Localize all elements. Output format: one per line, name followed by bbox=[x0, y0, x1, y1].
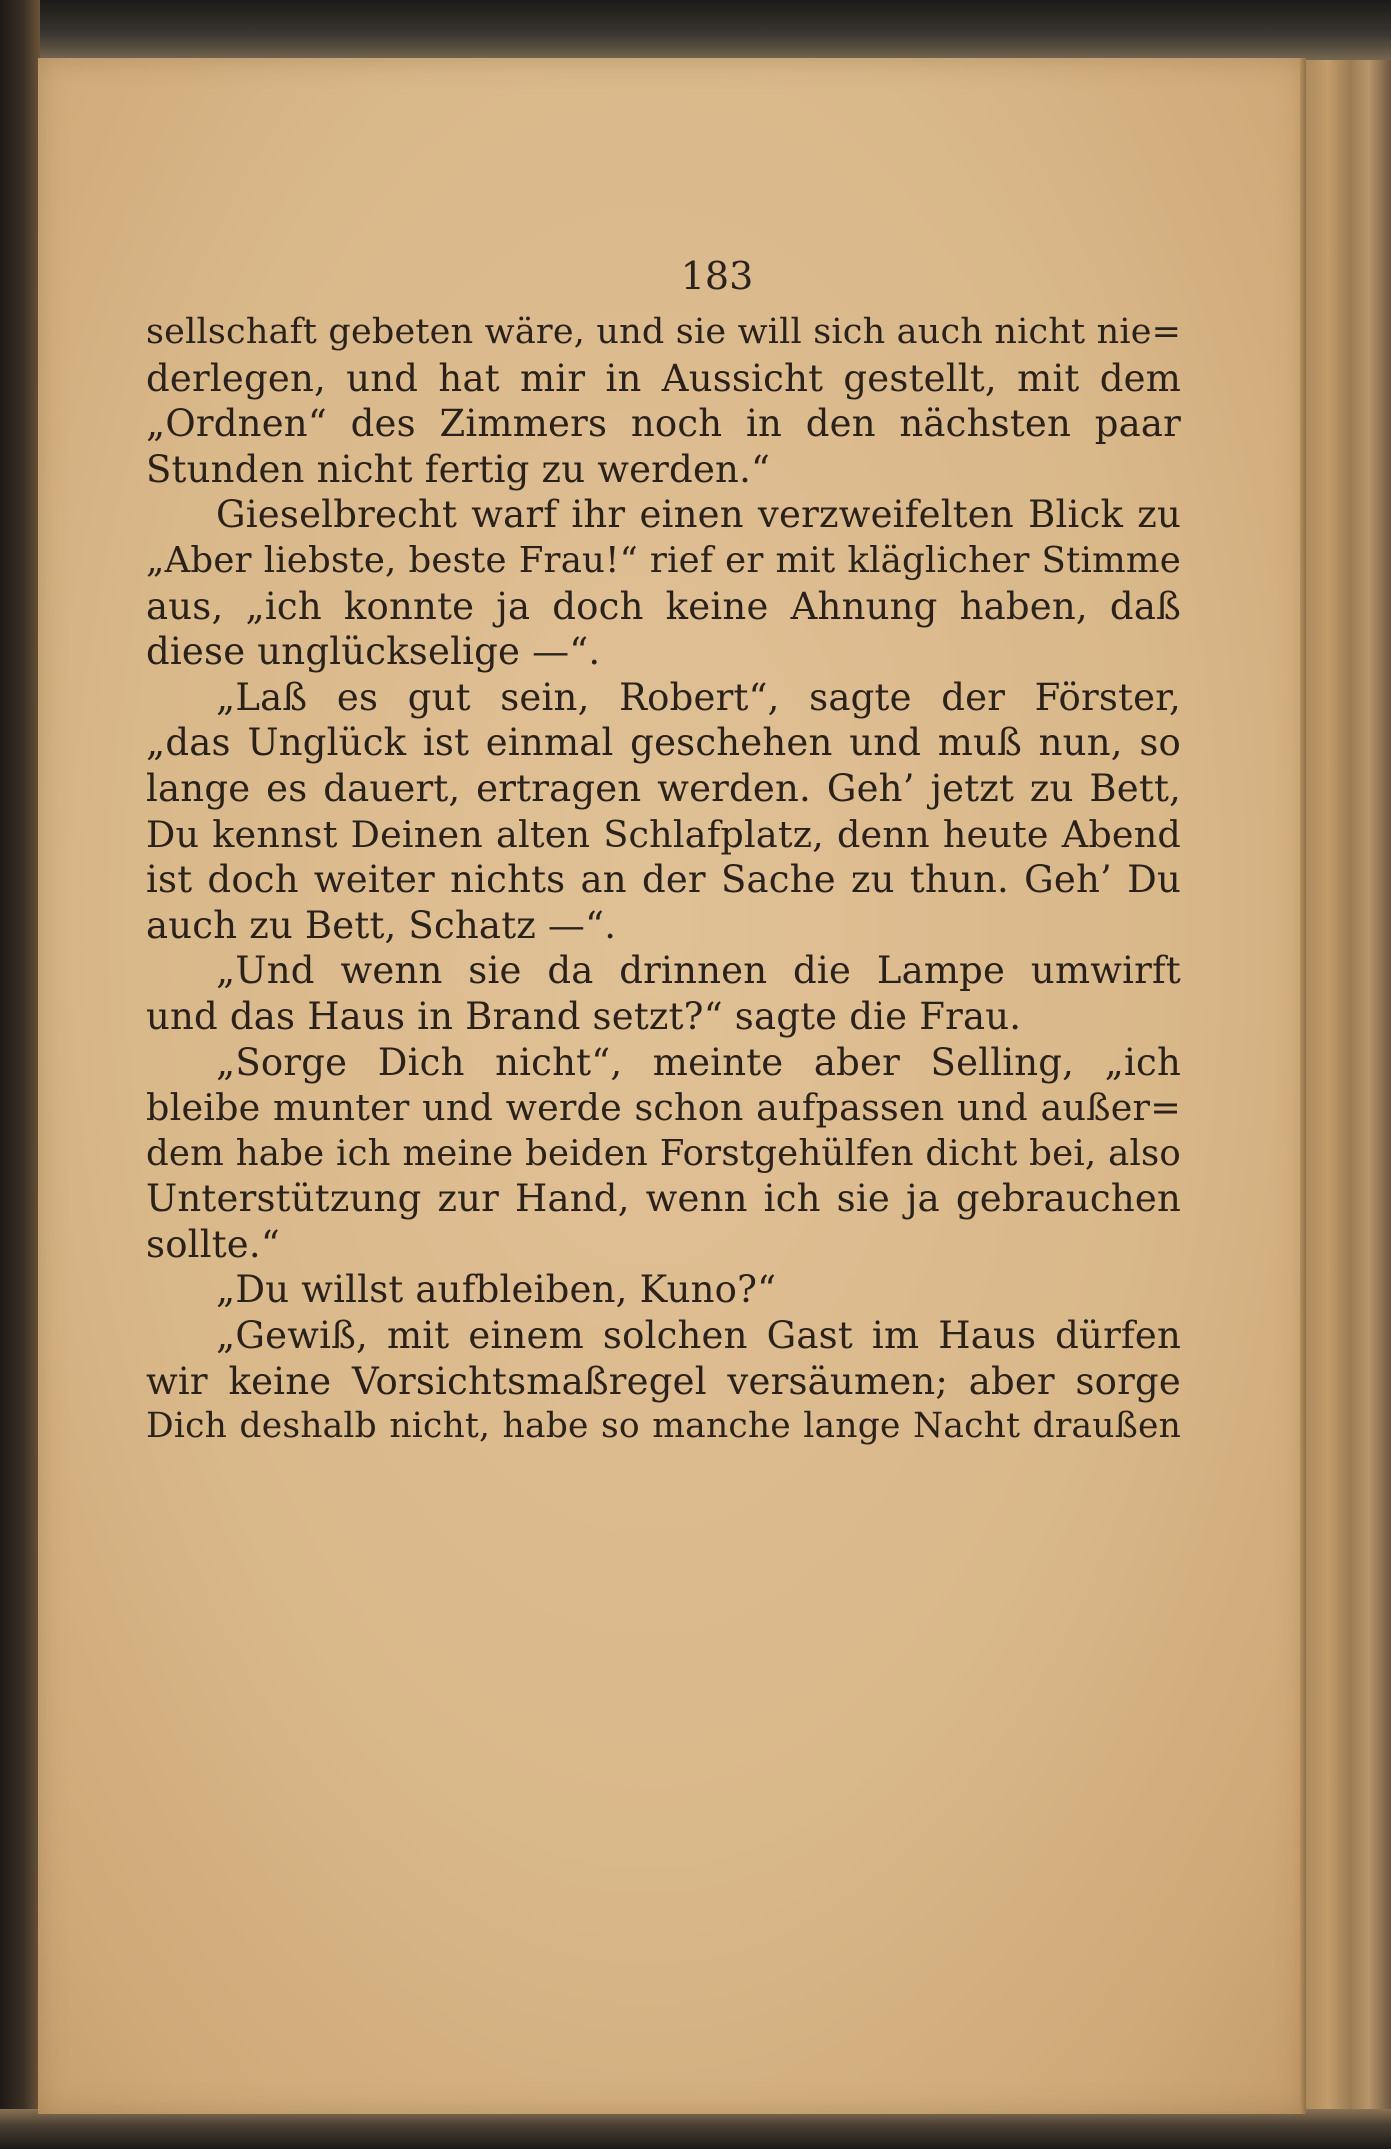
page-edge bbox=[1300, 58, 1306, 2114]
text-line: ist doch weiter nichts an der Sache zu thun. Geh’ Du bbox=[146, 858, 1181, 902]
text-line: „Ordnen“ des Zimmers noch in den nächsten paar bbox=[146, 402, 1181, 446]
text-line: „Gewiß, mit einem solchen Gast im Haus dürfen bbox=[216, 1314, 1181, 1358]
text-line: „Du willst aufbleiben, Kuno?“ bbox=[216, 1268, 777, 1312]
text-line: sellschaft gebeten wäre, und sie will sich auch nicht nie= bbox=[146, 312, 1182, 352]
text-line: Unterstützung zur Hand, wenn ich sie ja gebrauchen bbox=[146, 1177, 1181, 1221]
text-line: bleibe munter und werde schon aufpassen und außer= bbox=[146, 1086, 1181, 1130]
book-bottom-edge bbox=[0, 2109, 1391, 2149]
text-line: wir keine Vorsichtsmaßregel versäumen; aber sorge bbox=[146, 1359, 1181, 1403]
text-line: „Und wenn sie da drinnen die Lampe umwirft bbox=[216, 949, 1181, 993]
page-stack-edge bbox=[1301, 60, 1391, 2120]
book-spine bbox=[0, 0, 40, 2149]
text-line: diese unglückselige —“. bbox=[146, 630, 601, 674]
text-line: auch zu Bett, Schatz —“. bbox=[146, 903, 617, 947]
text-line: „das Unglück ist einmal geschehen und muß nun, so bbox=[146, 721, 1181, 765]
page-number: 183 bbox=[680, 254, 754, 298]
text-line: Du kennst Deinen alten Schlafplatz, denn heute Abend bbox=[146, 812, 1181, 856]
text-line: „Laß es gut sein, Robert“, sagte der Förster, bbox=[216, 675, 1181, 719]
text-line: lange es dauert, ertragen werden. Geh’ jetzt zu Bett, bbox=[146, 766, 1181, 810]
text-line: Stunden nicht fertig zu werden.“ bbox=[146, 447, 771, 491]
text-line: sollte.“ bbox=[146, 1222, 280, 1266]
text-line: aus, „ich konnte ja doch keine Ahnung haben, daß bbox=[146, 584, 1181, 628]
text-line: Dich deshalb nicht, habe so manche lange Nacht draußen bbox=[146, 1406, 1181, 1447]
book-top-edge bbox=[0, 0, 1391, 62]
text-line: dem habe ich meine beiden Forstgehülfen dicht bei, also bbox=[146, 1132, 1181, 1174]
body-text bbox=[146, 310, 1181, 1450]
text-line: „Aber liebste, beste Frau!“ rief er mit kläglicher Stimme bbox=[146, 539, 1181, 581]
text-line: und das Haus in Brand setzt?“ sagte die Frau. bbox=[146, 994, 1022, 1038]
text-line: derlegen, und hat mir in Aussicht gestellt, mit dem bbox=[146, 356, 1181, 400]
book-page bbox=[38, 58, 1306, 2114]
text-line: Gieselbrecht warf ihr einen verzweifelten Blick zu bbox=[216, 493, 1181, 537]
text-line: „Sorge Dich nicht“, meinte aber Selling, „ich bbox=[216, 1040, 1181, 1084]
